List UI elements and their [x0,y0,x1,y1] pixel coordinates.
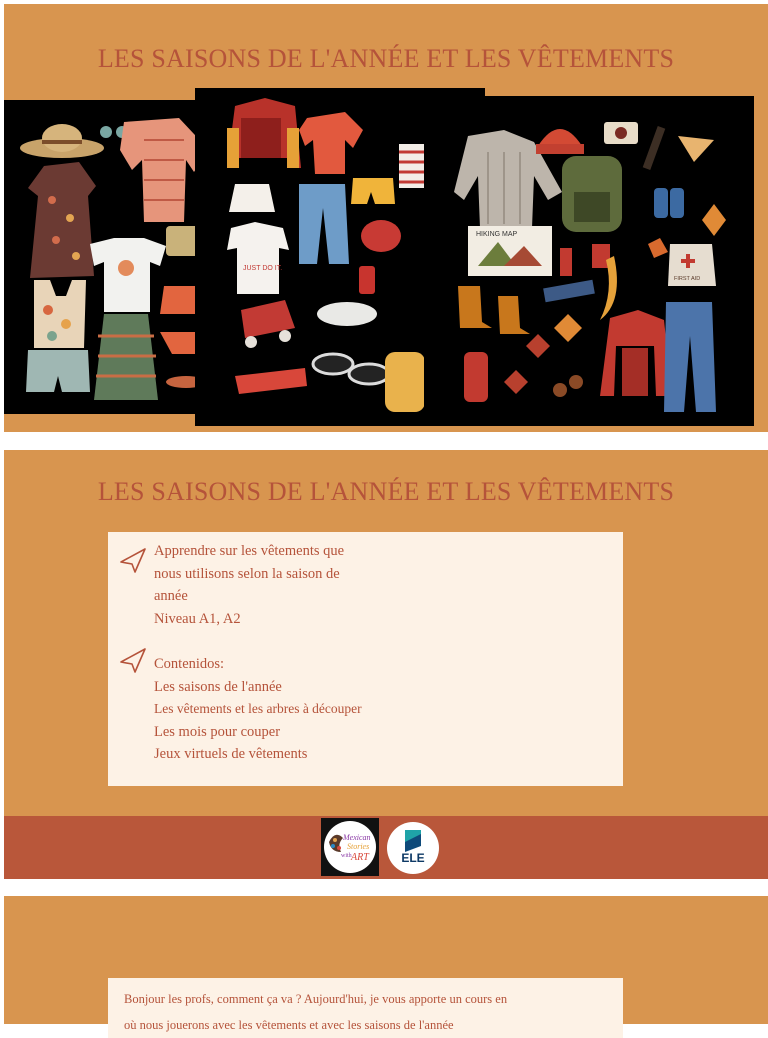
objective-line: Apprendre sur les vêtements que [154,543,345,559]
ele-logo [387,822,439,874]
level-line: Niveau A1, A2 [154,610,241,627]
logo-word: with [341,853,352,859]
contents-line: Jeux virtuels de vêtements [154,746,308,762]
intro-line: Bonjour les profs, comment ça va ? Aujourd'hui, je vous apporte un cours en [124,992,508,1006]
mexican-stories-logo [321,818,379,876]
content-box [108,532,623,786]
intro-line: où nous jouerons avec les vêtements et avec les saisons de l'année [124,1018,454,1032]
slide-title: LES SAISONS DE L'ANNÉE ET LES VÊTEMENTS [97,477,675,506]
arrow-bullet-icon [118,546,148,574]
objective-line: année [154,588,188,604]
contents-text [154,653,362,766]
slide-overview [4,450,768,879]
slide-intro [4,896,768,1032]
objective-text [154,540,344,630]
map-label-text: HIKING MAP [476,231,518,238]
summer-clothes-illustration [4,100,210,414]
contents-line: Les vêtements et les arbres à découper [154,701,362,716]
objective-line: nous utilisons selon la saison de [154,565,340,582]
slide-title: LES SAISONS DE L'ANNÉE ET LES VÊTEMENTS [97,44,675,73]
first-aid-label-text: FIRST AID [674,276,701,282]
intro-text-box [108,978,623,1038]
logo-footer-strip [4,816,768,879]
contents-line: Les mois pour couper [154,723,281,740]
arrow-bullet-icon [118,646,148,674]
contents-heading: Contenidos: [154,656,225,672]
shirt-print-text: JUST DO IT. [243,265,283,272]
logo-word: ART [351,852,369,863]
logo-word: Mexican [343,833,371,842]
contents-line: Les saisons de l'année [154,678,282,695]
logo-word: Stories [347,842,370,851]
ele-logo-text: ELE [401,851,425,865]
slide-cover [4,4,768,432]
autumn-clothes-illustration [424,96,754,426]
